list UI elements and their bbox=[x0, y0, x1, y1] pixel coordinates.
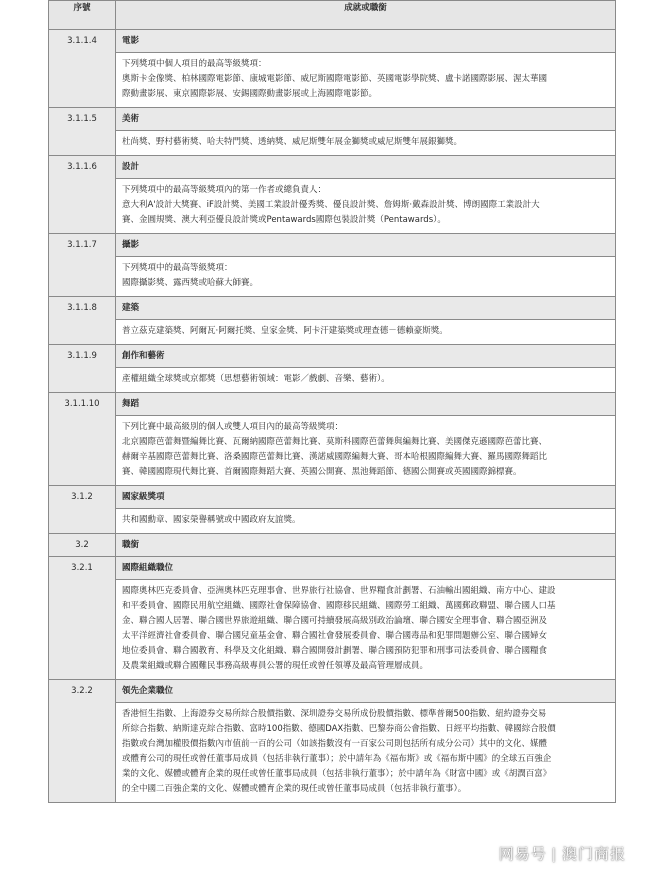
body-line: 赫爾辛基國際芭蕾舞比賽、洛桑國際芭蕾舞比賽、漢諾威國際編舞大賽、哥本哈根國際編舞大賽、羅馬國際舞蹈比 bbox=[122, 452, 548, 462]
section-header-row bbox=[49, 345, 616, 368]
section-header-row bbox=[49, 557, 616, 580]
body-line: 下列獎項中的最高等級獎項內的第一作者或總負責人： bbox=[122, 185, 327, 195]
table-body bbox=[49, 30, 616, 803]
section-body bbox=[116, 257, 616, 297]
body-line: 普立茲克建築獎、阿爾瓦·阿爾托獎、皇家金獎、阿卡汗建築獎或理查德－德賴豪斯獎。 bbox=[122, 326, 448, 336]
body-line: 所綜合指數、納斯達克綜合指數、富時100指數、德國DAX指數、巴黎券商公會指數、日經平均指數、韓國綜合股價 bbox=[122, 724, 556, 734]
section-body-row bbox=[49, 368, 616, 393]
section-number: 3.1.1.6 bbox=[49, 156, 116, 234]
section-body bbox=[116, 368, 616, 393]
section-number: 3.2.1 bbox=[49, 557, 116, 680]
body-line: 國際奧林匹克委員會、亞洲奧林匹克理事會、世界旅行社協會、世界糧食計劃署、石油輸出國組織、南方中心、建設 bbox=[122, 586, 556, 596]
body-line: 意大利A'設計大獎賽、iF設計獎、美國工業設計優秀獎、優良設計獎、詹姆斯·戴森設計獎、博朗國際工業設計大 bbox=[122, 200, 540, 210]
body-line: 金、聯合國人居署、聯合國世界旅遊組織、聯合國可持續發展高級別政治論壇、聯合國安全理事會、聯合國亞洲及 bbox=[122, 616, 548, 626]
section-body-row bbox=[49, 131, 616, 156]
section-body bbox=[116, 509, 616, 534]
body-line: 或體育公司的現任或曾任董事局成員（包括非執行董事）；於中請年為《福布斯》或《福布斯中國》的全球五百強企 bbox=[122, 754, 552, 764]
body-line: 太平洋經濟社會委員會、聯合國兒童基金會、聯合國社會發展委員會、聯合國毒品和犯罪問題辦公室、聯合國婦女 bbox=[122, 631, 548, 641]
section-body bbox=[116, 53, 616, 108]
section-title: 領先企業職位 bbox=[116, 680, 616, 703]
body-line: 香港恒生指數、上海證券交易所綜合股價指數、深圳證券交易所成份股價指數、標準普爾500指數、紐約證券交易 bbox=[122, 709, 547, 719]
section-header-row bbox=[49, 680, 616, 703]
section-number: 3.2 bbox=[49, 534, 116, 557]
watermark: 网易号 | 澳门商报 bbox=[498, 846, 626, 863]
section-number: 3.1.1.10 bbox=[49, 393, 116, 486]
body-line: 際動畫影展、東京國際影展、安錫國際動畫影展或上海國際電影節。 bbox=[122, 89, 378, 99]
section-number: 3.1.1.7 bbox=[49, 234, 116, 297]
section-body bbox=[116, 703, 616, 803]
body-line: 地位委員會、聯合國教育、科學及文化組織、聯合國開發計劃署、聯合國預防犯罪和刑事司法委員會、聯合國糧食 bbox=[122, 646, 548, 656]
body-line: 及農業組織或聯合國難民事務高級專員公署的現任或曾任領導及最高管理層成員。 bbox=[122, 661, 429, 671]
section-header-row bbox=[49, 108, 616, 131]
section-title: 國際組織職位 bbox=[116, 557, 616, 580]
section-title: 建築 bbox=[116, 297, 616, 320]
body-line: 下列獎項中的最高等級獎項： bbox=[122, 263, 233, 273]
body-line: 的全中國二百強企業的文化、媒體或體育企業的現任或曾任董事局成員（包括非執行董事）。 bbox=[122, 784, 467, 794]
body-line: 和平委員會、國際民用航空組織、國際社會保障協會、國際移民組織、國際勞工組織、萬國郵政聯盟、聯合國人口基 bbox=[122, 601, 556, 611]
section-header-row bbox=[49, 534, 616, 557]
body-line: 奧斯卡金像獎、柏林國際電影節、康城電影節、威尼斯國際電影節、英國電影學院獎、盧卡諾國際影展、渥太華國 bbox=[122, 74, 548, 84]
section-body-row bbox=[49, 703, 616, 803]
section-body bbox=[116, 580, 616, 680]
section-header-row bbox=[49, 486, 616, 509]
section-body-row bbox=[49, 53, 616, 108]
section-number: 3.1.1.8 bbox=[49, 297, 116, 345]
table-header-row bbox=[49, 1, 616, 30]
section-body bbox=[116, 179, 616, 234]
section-number: 3.1.2 bbox=[49, 486, 116, 534]
section-body-row bbox=[49, 509, 616, 534]
section-body-row bbox=[49, 580, 616, 680]
section-title: 設計 bbox=[116, 156, 616, 179]
section-number: 3.1.1.4 bbox=[49, 30, 116, 108]
section-header-row bbox=[49, 393, 616, 416]
section-body-row bbox=[49, 257, 616, 297]
body-line: 業的文化、媒體或體育企業的現任或曾任董事局成員（包括非執行董事）；於中請年為《財富中國》或《胡潤百富》 bbox=[122, 769, 552, 779]
section-title: 電影 bbox=[116, 30, 616, 53]
section-title: 職銜 bbox=[116, 534, 616, 557]
achievements-table bbox=[48, 0, 616, 803]
section-number: 3.1.1.5 bbox=[49, 108, 116, 156]
body-line: 杜尚獎、野村藝術獎、哈夫特門獎、透納獎、威尼斯雙年展金獅獎或威尼斯雙年展銀獅獎。 bbox=[122, 137, 463, 147]
section-number: 3.2.2 bbox=[49, 680, 116, 803]
section-title: 舞蹈 bbox=[116, 393, 616, 416]
column-header-title: 成就或職銜 bbox=[116, 1, 616, 30]
body-line: 賽、金圓規獎、澳大利亞優良設計獎或Pentawards國際包裝設計獎（Pentawards）。 bbox=[122, 215, 446, 225]
body-line: 下列獎項中個人項目的最高等級獎項： bbox=[122, 59, 267, 69]
column-header-number: 序號 bbox=[49, 1, 116, 30]
body-line: 下列比賽中最高級別的個人或雙人項目內的最高等級獎項： bbox=[122, 422, 344, 432]
body-line: 賽、韓國國際現代舞比賽、首爾國際舞蹈大賽、英國公開賽、黑池舞蹈節、德國公開賽或英國國際錦標賽。 bbox=[122, 467, 522, 477]
body-line: 共和國勳章、國家榮譽稱號或中國政府友誼獎。 bbox=[122, 515, 301, 525]
section-title: 國家級獎項 bbox=[116, 486, 616, 509]
section-header-row bbox=[49, 156, 616, 179]
section-body-row bbox=[49, 320, 616, 345]
section-header-row bbox=[49, 30, 616, 53]
body-line: 產權組織全球獎或京都獎（思想藝術領域：電影／戲劇、音樂、藝術）。 bbox=[122, 374, 390, 384]
body-line: 指數或台灣加權股價指數內市值前一百的公司（如該指數沒有一百家公司則包括所有成分公司）其中的文化、媒體 bbox=[122, 739, 548, 749]
body-line: 國際攝影獎、露西獎或哈蘇大師賽。 bbox=[122, 278, 259, 288]
section-number: 3.1.1.9 bbox=[49, 345, 116, 393]
section-title: 攝影 bbox=[116, 234, 616, 257]
section-header-row bbox=[49, 234, 616, 257]
section-body bbox=[116, 131, 616, 156]
section-title: 美術 bbox=[116, 108, 616, 131]
section-body bbox=[116, 320, 616, 345]
section-title: 創作和藝術 bbox=[116, 345, 616, 368]
section-header-row bbox=[49, 297, 616, 320]
section-body-row bbox=[49, 179, 616, 234]
section-body bbox=[116, 416, 616, 486]
body-line: 北京國際芭蕾舞暨編舞比賽、瓦爾納國際芭蕾舞比賽、莫斯科國際芭蕾舞與編舞比賽、美國傑克遜國際芭蕾比賽、 bbox=[122, 437, 548, 447]
section-body-row bbox=[49, 416, 616, 486]
